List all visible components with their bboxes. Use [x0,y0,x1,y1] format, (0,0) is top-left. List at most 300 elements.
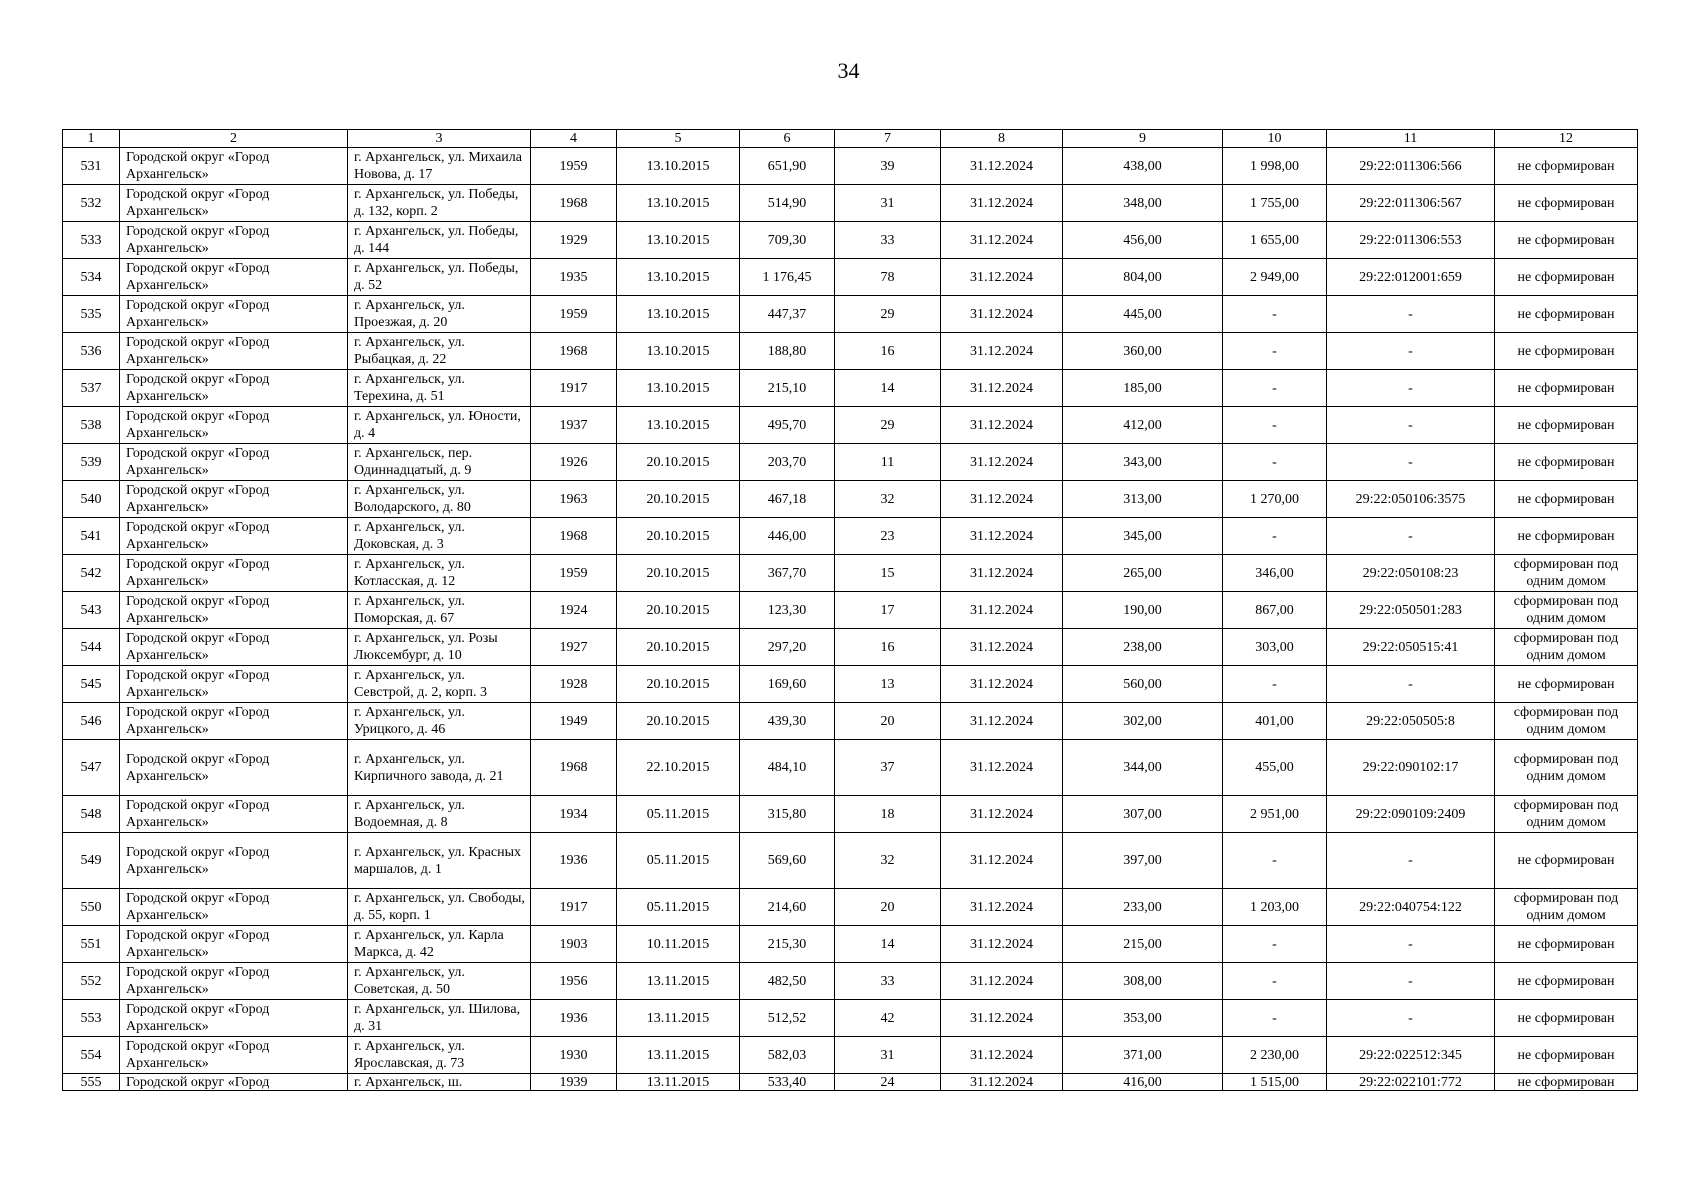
area-cell: 188,80 [740,333,835,370]
land-area-cell: 233,00 [1063,889,1223,926]
owner-cell: Городской округ «Город Архангельск» [120,222,348,259]
land-area-cell: 344,00 [1063,740,1223,796]
owner-cell: Городской округ «Город Архангельск» [120,259,348,296]
plot-area-cell: - [1223,518,1327,555]
residents-cell: 14 [835,370,941,407]
plot-area-cell: - [1223,926,1327,963]
cadastral-number-cell: 29:22:090109:2409 [1327,796,1495,833]
residents-cell: 24 [835,1074,941,1091]
plot-area-cell: 2 949,00 [1223,259,1327,296]
cadastral-number-cell: - [1327,444,1495,481]
owner-cell: Городской округ «Город Архангельск» [120,481,348,518]
plot-area-cell: - [1223,833,1327,889]
plot-status-cell: сформирован под одним домом [1495,555,1638,592]
plot-status-cell: не сформирован [1495,333,1638,370]
owner-cell: Городской округ «Город [120,1074,348,1091]
cadastral-number-cell: - [1327,296,1495,333]
owner-cell: Городской округ «Город Архангельск» [120,926,348,963]
plot-status-cell: сформирован под одним домом [1495,796,1638,833]
year-cell: 1903 [531,926,617,963]
land-area-cell: 416,00 [1063,1074,1223,1091]
address-cell: г. Архангельск, ул. Рыбацкая, д. 22 [348,333,531,370]
year-cell: 1917 [531,889,617,926]
cadastral-number-cell: - [1327,518,1495,555]
address-cell: г. Архангельск, ул. Михаила Новова, д. 17 [348,148,531,185]
residents-cell: 33 [835,963,941,1000]
address-cell: г. Архангельск, ул. Севстрой, д. 2, корп. 3 [348,666,531,703]
area-cell: 203,70 [740,444,835,481]
row-number-cell: 554 [63,1037,120,1074]
table-row [63,1000,1638,1037]
area-cell: 447,37 [740,296,835,333]
year-cell: 1968 [531,333,617,370]
residents-cell: 23 [835,518,941,555]
deadline-cell: 31.12.2024 [941,926,1063,963]
deadline-cell: 31.12.2024 [941,444,1063,481]
land-area-cell: 190,00 [1063,592,1223,629]
residents-cell: 11 [835,444,941,481]
table-row [63,833,1638,889]
year-cell: 1935 [531,259,617,296]
address-cell: г. Архангельск, ул. Кирпичного завода, д. 21 [348,740,531,796]
owner-cell: Городской округ «Город Архангельск» [120,518,348,555]
table-row [63,481,1638,518]
address-cell: г. Архангельск, ул. Водоемная, д. 8 [348,796,531,833]
residents-cell: 13 [835,666,941,703]
table-row [63,796,1638,833]
address-cell: г. Архангельск, ул. Розы Люксембург, д. 10 [348,629,531,666]
residents-cell: 16 [835,629,941,666]
row-number-cell: 531 [63,148,120,185]
housing-registry-table [62,129,1638,1091]
deadline-cell: 31.12.2024 [941,592,1063,629]
address-cell: г. Архангельск, ул. Победы, д. 132, корп. 2 [348,185,531,222]
table-row [63,555,1638,592]
land-area-cell: 308,00 [1063,963,1223,1000]
area-cell: 1 176,45 [740,259,835,296]
row-number-cell: 548 [63,796,120,833]
plot-area-cell: 455,00 [1223,740,1327,796]
date-cell: 20.10.2015 [617,518,740,555]
row-number-cell: 535 [63,296,120,333]
table-row [63,444,1638,481]
table-row [63,407,1638,444]
deadline-cell: 31.12.2024 [941,148,1063,185]
year-cell: 1936 [531,1000,617,1037]
year-cell: 1929 [531,222,617,259]
date-cell: 05.11.2015 [617,889,740,926]
date-cell: 22.10.2015 [617,740,740,796]
date-cell: 20.10.2015 [617,481,740,518]
land-area-cell: 313,00 [1063,481,1223,518]
plot-status-cell: не сформирован [1495,1074,1638,1091]
date-cell: 13.11.2015 [617,1000,740,1037]
deadline-cell: 31.12.2024 [941,1000,1063,1037]
land-area-cell: 353,00 [1063,1000,1223,1037]
date-cell: 13.10.2015 [617,148,740,185]
land-area-cell: 412,00 [1063,407,1223,444]
header-row [63,130,1638,148]
plot-status-cell: не сформирован [1495,148,1638,185]
plot-status-cell: не сформирован [1495,518,1638,555]
address-cell: г. Архангельск, ул. Красных маршалов, д. 1 [348,833,531,889]
date-cell: 13.10.2015 [617,407,740,444]
residents-cell: 37 [835,740,941,796]
date-cell: 13.10.2015 [617,333,740,370]
plot-status-cell: не сформирован [1495,222,1638,259]
area-cell: 215,30 [740,926,835,963]
cadastral-number-cell: 29:22:090102:17 [1327,740,1495,796]
plot-area-cell: - [1223,370,1327,407]
plot-status-cell: не сформирован [1495,926,1638,963]
year-cell: 1968 [531,740,617,796]
deadline-cell: 31.12.2024 [941,555,1063,592]
column-header-3: 3 [348,130,531,148]
owner-cell: Городской округ «Город Архангельск» [120,740,348,796]
address-cell: г. Архангельск, ул. Шилова, д. 31 [348,1000,531,1037]
deadline-cell: 31.12.2024 [941,889,1063,926]
date-cell: 10.11.2015 [617,926,740,963]
owner-cell: Городской округ «Город Архангельск» [120,148,348,185]
area-cell: 123,30 [740,592,835,629]
row-number-cell: 540 [63,481,120,518]
address-cell: г. Архангельск, ул. Терехина, д. 51 [348,370,531,407]
deadline-cell: 31.12.2024 [941,185,1063,222]
area-cell: 367,70 [740,555,835,592]
deadline-cell: 31.12.2024 [941,1037,1063,1074]
deadline-cell: 31.12.2024 [941,1074,1063,1091]
area-cell: 297,20 [740,629,835,666]
deadline-cell: 31.12.2024 [941,963,1063,1000]
row-number-cell: 536 [63,333,120,370]
column-header-7: 7 [835,130,941,148]
table-row [63,629,1638,666]
table-row [63,740,1638,796]
deadline-cell: 31.12.2024 [941,370,1063,407]
residents-cell: 18 [835,796,941,833]
year-cell: 1959 [531,296,617,333]
deadline-cell: 31.12.2024 [941,833,1063,889]
plot-area-cell: - [1223,444,1327,481]
land-area-cell: 348,00 [1063,185,1223,222]
cadastral-number-cell: 29:22:050106:3575 [1327,481,1495,518]
owner-cell: Городской округ «Город Архангельск» [120,666,348,703]
deadline-cell: 31.12.2024 [941,259,1063,296]
deadline-cell: 31.12.2024 [941,333,1063,370]
year-cell: 1927 [531,629,617,666]
residents-cell: 20 [835,703,941,740]
owner-cell: Городской округ «Город Архангельск» [120,407,348,444]
date-cell: 20.10.2015 [617,703,740,740]
row-number-cell: 551 [63,926,120,963]
plot-area-cell: 2 230,00 [1223,1037,1327,1074]
deadline-cell: 31.12.2024 [941,740,1063,796]
column-header-11: 11 [1327,130,1495,148]
table-row [63,296,1638,333]
plot-status-cell: не сформирован [1495,296,1638,333]
area-cell: 514,90 [740,185,835,222]
year-cell: 1939 [531,1074,617,1091]
address-cell: г. Архангельск, ул. Володарского, д. 80 [348,481,531,518]
year-cell: 1937 [531,407,617,444]
plot-status-cell: сформирован под одним домом [1495,889,1638,926]
plot-status-cell: не сформирован [1495,1000,1638,1037]
year-cell: 1926 [531,444,617,481]
plot-status-cell: не сформирован [1495,444,1638,481]
row-number-cell: 555 [63,1074,120,1091]
cadastral-number-cell: 29:22:050515:41 [1327,629,1495,666]
row-number-cell: 545 [63,666,120,703]
address-cell: г. Архангельск, ул. Проезжая, д. 20 [348,296,531,333]
address-cell: г. Архангельск, ш. [348,1074,531,1091]
column-header-9: 9 [1063,130,1223,148]
plot-status-cell: не сформирован [1495,407,1638,444]
deadline-cell: 31.12.2024 [941,296,1063,333]
owner-cell: Городской округ «Город Архангельск» [120,963,348,1000]
address-cell: г. Архангельск, ул. Карла Маркса, д. 42 [348,926,531,963]
area-cell: 439,30 [740,703,835,740]
address-cell: г. Архангельск, ул. Урицкого, д. 46 [348,703,531,740]
date-cell: 20.10.2015 [617,592,740,629]
cadastral-number-cell: 29:22:040754:122 [1327,889,1495,926]
date-cell: 13.10.2015 [617,259,740,296]
row-number-cell: 541 [63,518,120,555]
residents-cell: 32 [835,833,941,889]
owner-cell: Городской округ «Город Архангельск» [120,370,348,407]
table-row [63,889,1638,926]
address-cell: г. Архангельск, ул. Свободы, д. 55, корп. 1 [348,889,531,926]
owner-cell: Городской округ «Город Архангельск» [120,833,348,889]
year-cell: 1930 [531,1037,617,1074]
year-cell: 1936 [531,833,617,889]
plot-status-cell: не сформирован [1495,963,1638,1000]
plot-area-cell: 1 755,00 [1223,185,1327,222]
land-area-cell: 345,00 [1063,518,1223,555]
area-cell: 569,60 [740,833,835,889]
plot-status-cell: сформирован под одним домом [1495,740,1638,796]
residents-cell: 39 [835,148,941,185]
year-cell: 1934 [531,796,617,833]
residents-cell: 42 [835,1000,941,1037]
cadastral-number-cell: 29:22:050505:8 [1327,703,1495,740]
area-cell: 215,10 [740,370,835,407]
date-cell: 20.10.2015 [617,666,740,703]
plot-status-cell: не сформирован [1495,370,1638,407]
residents-cell: 29 [835,407,941,444]
column-header-6: 6 [740,130,835,148]
year-cell: 1963 [531,481,617,518]
column-header-8: 8 [941,130,1063,148]
residents-cell: 20 [835,889,941,926]
residents-cell: 14 [835,926,941,963]
cadastral-number-cell: - [1327,963,1495,1000]
date-cell: 13.11.2015 [617,1037,740,1074]
owner-cell: Городской округ «Город Архангельск» [120,592,348,629]
residents-cell: 29 [835,296,941,333]
year-cell: 1968 [531,518,617,555]
year-cell: 1917 [531,370,617,407]
residents-cell: 17 [835,592,941,629]
plot-area-cell: - [1223,666,1327,703]
owner-cell: Городской округ «Город Архангельск» [120,333,348,370]
row-number-cell: 539 [63,444,120,481]
land-area-cell: 185,00 [1063,370,1223,407]
residents-cell: 15 [835,555,941,592]
area-cell: 512,52 [740,1000,835,1037]
plot-status-cell: не сформирован [1495,185,1638,222]
plot-area-cell: 401,00 [1223,703,1327,740]
table-row [63,333,1638,370]
date-cell: 13.10.2015 [617,185,740,222]
column-header-12: 12 [1495,130,1638,148]
row-number-cell: 550 [63,889,120,926]
deadline-cell: 31.12.2024 [941,518,1063,555]
address-cell: г. Архангельск, ул. Советская, д. 50 [348,963,531,1000]
row-number-cell: 533 [63,222,120,259]
table-row [63,926,1638,963]
year-cell: 1956 [531,963,617,1000]
column-header-2: 2 [120,130,348,148]
plot-area-cell: - [1223,296,1327,333]
year-cell: 1928 [531,666,617,703]
deadline-cell: 31.12.2024 [941,666,1063,703]
row-number-cell: 544 [63,629,120,666]
plot-area-cell: - [1223,407,1327,444]
row-number-cell: 547 [63,740,120,796]
area-cell: 482,50 [740,963,835,1000]
owner-cell: Городской округ «Город Архангельск» [120,703,348,740]
address-cell: г. Архангельск, пер. Одиннадцатый, д. 9 [348,444,531,481]
deadline-cell: 31.12.2024 [941,407,1063,444]
plot-area-cell: 1 203,00 [1223,889,1327,926]
row-number-cell: 534 [63,259,120,296]
column-header-4: 4 [531,130,617,148]
cadastral-number-cell: 29:22:022101:772 [1327,1074,1495,1091]
plot-status-cell: не сформирован [1495,1037,1638,1074]
residents-cell: 32 [835,481,941,518]
date-cell: 20.10.2015 [617,629,740,666]
area-cell: 582,03 [740,1037,835,1074]
table-row [63,1074,1638,1091]
row-number-cell: 543 [63,592,120,629]
table-row [63,703,1638,740]
cadastral-number-cell: - [1327,666,1495,703]
land-area-cell: 215,00 [1063,926,1223,963]
plot-area-cell: 2 951,00 [1223,796,1327,833]
area-cell: 214,60 [740,889,835,926]
table-row [63,222,1638,259]
area-cell: 651,90 [740,148,835,185]
deadline-cell: 31.12.2024 [941,629,1063,666]
address-cell: г. Архангельск, ул. Ярославская, д. 73 [348,1037,531,1074]
owner-cell: Городской округ «Город Архангельск» [120,629,348,666]
land-area-cell: 445,00 [1063,296,1223,333]
row-number-cell: 546 [63,703,120,740]
residents-cell: 78 [835,259,941,296]
plot-status-cell: сформирован под одним домом [1495,703,1638,740]
area-cell: 446,00 [740,518,835,555]
owner-cell: Городской округ «Город Архангельск» [120,1000,348,1037]
address-cell: г. Архангельск, ул. Котласская, д. 12 [348,555,531,592]
row-number-cell: 532 [63,185,120,222]
address-cell: г. Архангельск, ул. Доковская, д. 3 [348,518,531,555]
residents-cell: 31 [835,185,941,222]
address-cell: г. Архангельск, ул. Поморская, д. 67 [348,592,531,629]
owner-cell: Городской округ «Город Архангельск» [120,889,348,926]
area-cell: 709,30 [740,222,835,259]
land-area-cell: 265,00 [1063,555,1223,592]
row-number-cell: 553 [63,1000,120,1037]
cadastral-number-cell: 29:22:050108:23 [1327,555,1495,592]
column-header-1: 1 [63,130,120,148]
land-area-cell: 238,00 [1063,629,1223,666]
plot-area-cell: 1 270,00 [1223,481,1327,518]
deadline-cell: 31.12.2024 [941,703,1063,740]
year-cell: 1949 [531,703,617,740]
deadline-cell: 31.12.2024 [941,222,1063,259]
area-cell: 484,10 [740,740,835,796]
owner-cell: Городской округ «Город Архангельск» [120,555,348,592]
row-number-cell: 538 [63,407,120,444]
year-cell: 1959 [531,555,617,592]
row-number-cell: 552 [63,963,120,1000]
date-cell: 13.10.2015 [617,296,740,333]
owner-cell: Городской округ «Город Архангельск» [120,296,348,333]
cadastral-number-cell: - [1327,407,1495,444]
plot-area-cell: 1 998,00 [1223,148,1327,185]
cadastral-number-cell: - [1327,370,1495,407]
plot-area-cell: - [1223,333,1327,370]
plot-area-cell: 1 655,00 [1223,222,1327,259]
plot-area-cell: 1 515,00 [1223,1074,1327,1091]
owner-cell: Городской округ «Город Архангельск» [120,185,348,222]
land-area-cell: 560,00 [1063,666,1223,703]
table-row [63,370,1638,407]
owner-cell: Городской округ «Город Архангельск» [120,1037,348,1074]
date-cell: 05.11.2015 [617,833,740,889]
plot-status-cell: сформирован под одним домом [1495,592,1638,629]
land-area-cell: 371,00 [1063,1037,1223,1074]
table-row [63,666,1638,703]
cadastral-number-cell: 29:22:011306:567 [1327,185,1495,222]
plot-status-cell: не сформирован [1495,833,1638,889]
land-area-cell: 302,00 [1063,703,1223,740]
table-body [63,148,1638,1091]
residents-cell: 16 [835,333,941,370]
plot-area-cell: 346,00 [1223,555,1327,592]
land-area-cell: 307,00 [1063,796,1223,833]
cadastral-number-cell: 29:22:012001:659 [1327,259,1495,296]
cadastral-number-cell: 29:22:050501:283 [1327,592,1495,629]
residents-cell: 33 [835,222,941,259]
year-cell: 1924 [531,592,617,629]
row-number-cell: 537 [63,370,120,407]
table-row [63,518,1638,555]
year-cell: 1959 [531,148,617,185]
cadastral-number-cell: 29:22:011306:553 [1327,222,1495,259]
cadastral-number-cell: - [1327,833,1495,889]
date-cell: 20.10.2015 [617,444,740,481]
land-area-cell: 397,00 [1063,833,1223,889]
year-cell: 1968 [531,185,617,222]
address-cell: г. Архангельск, ул. Победы, д. 52 [348,259,531,296]
table-row [63,963,1638,1000]
row-number-cell: 549 [63,833,120,889]
area-cell: 495,70 [740,407,835,444]
cadastral-number-cell: - [1327,926,1495,963]
plot-area-cell: - [1223,963,1327,1000]
deadline-cell: 31.12.2024 [941,481,1063,518]
